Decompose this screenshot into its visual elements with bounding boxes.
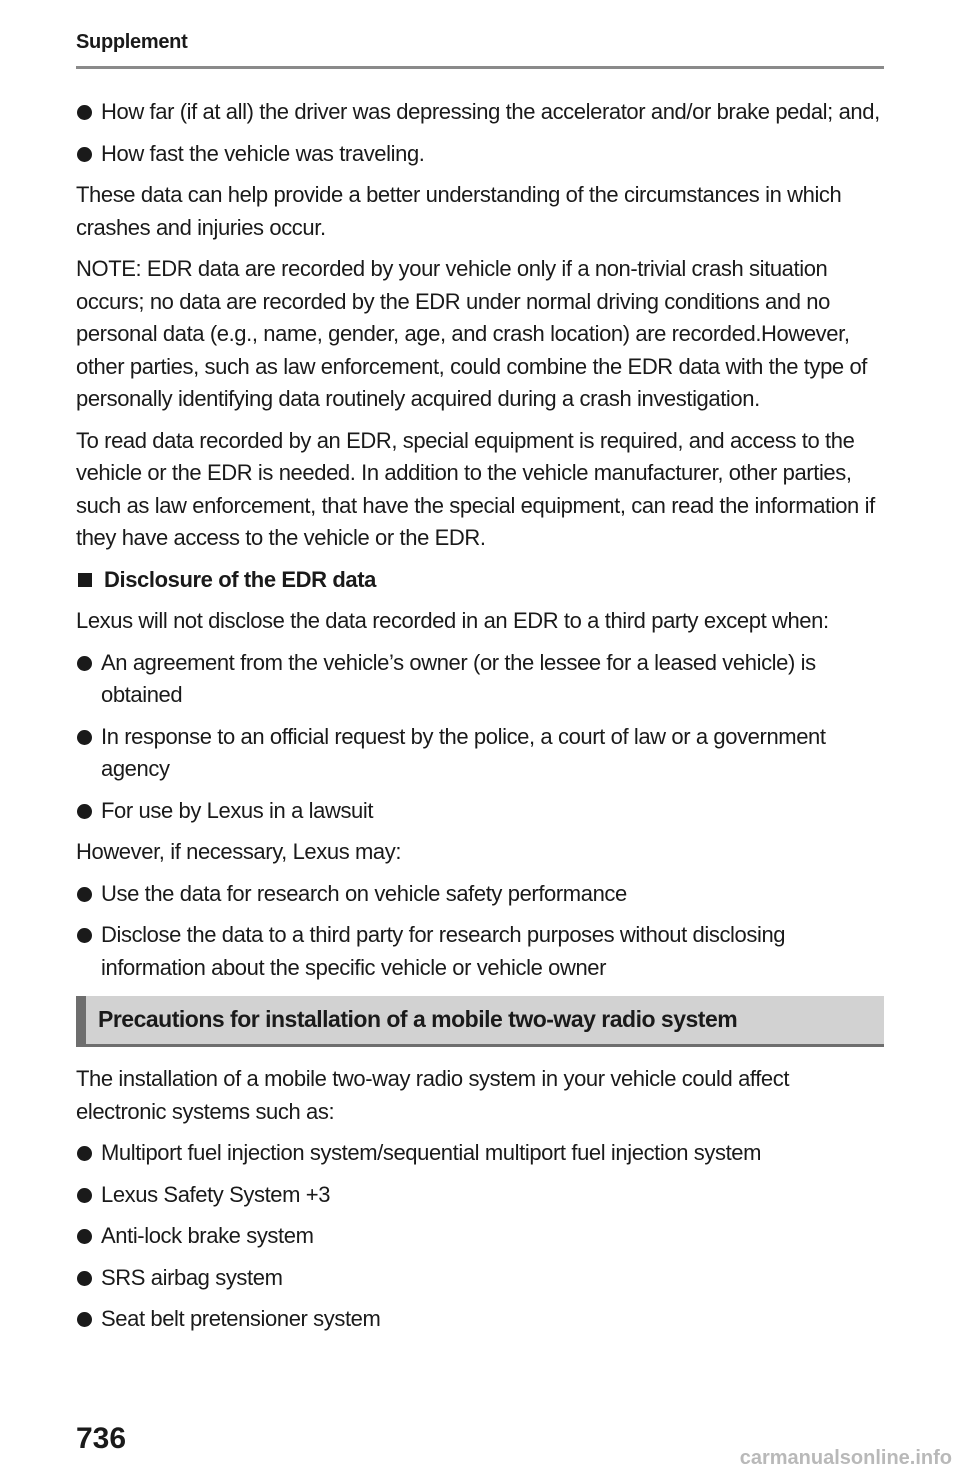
bullet-icon xyxy=(77,887,92,902)
bullet-icon xyxy=(77,1188,92,1203)
subheading-text: Disclosure of the EDR data xyxy=(104,566,376,592)
paragraph: NOTE: EDR data are recorded by your vehicle only if a non-trivial crash situation occurs; no data are recorded by the EDR under normal driving conditions and no personal data (e.g., name, gender, age, and crash location) are recorded.However, other parties, such as law enforcement, could combine the EDR data with the type of personally identifying data routinely acquired during a crash investigation. xyxy=(76,256,868,411)
paragraph: However, if necessary, Lexus may: xyxy=(76,839,402,864)
header-title: Supplement xyxy=(76,31,188,53)
list-item xyxy=(76,1303,884,1336)
list-item-text: Multiport fuel injection system/sequential multiport fuel injection system xyxy=(101,1140,762,1165)
list-item-text: How fast the vehicle was traveling. xyxy=(101,140,425,166)
bullet-icon xyxy=(77,804,92,819)
list-item-text: SRS airbag system xyxy=(101,1264,283,1290)
list-item xyxy=(76,919,884,984)
list-item-text: Seat belt pretensioner system xyxy=(101,1306,381,1331)
paragraph: Lexus will not disclose the data recorded in an EDR to a third party except when: xyxy=(76,608,829,633)
subheading xyxy=(76,564,884,597)
list-item-text: Lexus Safety System +3 xyxy=(101,1181,331,1207)
page-header xyxy=(76,30,884,69)
page-number: 736 xyxy=(76,1422,127,1455)
list-item-text: How far (if at all) the driver was depressing the accelerator and/or brake pedal; and, xyxy=(101,99,880,124)
list-item-text: Use the data for research on vehicle safety performance xyxy=(101,880,627,906)
bullet-icon xyxy=(77,928,92,943)
bullet-icon xyxy=(77,1229,92,1244)
bullet-icon xyxy=(77,1312,92,1327)
list-item xyxy=(76,1137,884,1170)
list-item xyxy=(76,1262,884,1295)
list-item xyxy=(76,1220,884,1253)
list-item xyxy=(76,878,884,911)
list-item xyxy=(76,96,884,129)
paragraph: The installation of a mobile two-way radio system in your vehicle could affect electronic systems such as: xyxy=(76,1066,790,1124)
bullet-icon xyxy=(77,730,92,745)
square-bullet-icon xyxy=(78,573,92,587)
list-item xyxy=(76,795,884,828)
list-item-text: For use by Lexus in a lawsuit xyxy=(101,797,374,823)
section-heading-text: Precautions for installation of a mobile two-way radio system xyxy=(98,1006,738,1032)
paragraph: These data can help provide a better understanding of the circumstances in which crashes and injuries occur. xyxy=(76,182,842,240)
bullet-icon xyxy=(77,1146,92,1161)
bullet-icon xyxy=(77,147,92,162)
paragraph: To read data recorded by an EDR, special equipment is required, and access to the vehicle or the EDR is needed. In addition to the vehicle manufacturer, other parties, such as law enforcement, that have the special equipment, can read the information if they have access to the vehicle or the EDR. xyxy=(76,427,875,550)
list-item-text: Disclose the data to a third party for research purposes without disclosing information about the specific vehicle or vehicle owner xyxy=(101,922,786,980)
bullet-icon xyxy=(77,656,92,671)
page-content xyxy=(76,96,884,1345)
list-item-text: In response to an official request by the police, a court of law or a government agency xyxy=(101,723,826,781)
bullet-icon xyxy=(77,1271,92,1286)
list-item xyxy=(76,647,884,712)
list-item-text: Anti-lock brake system xyxy=(101,1223,314,1248)
list-item xyxy=(76,138,884,171)
section-heading xyxy=(76,996,884,1047)
list-item-text: An agreement from the vehicle’s owner (or the lessee for a leased vehicle) is obtained xyxy=(101,649,816,707)
list-item xyxy=(76,1179,884,1212)
list-item xyxy=(76,721,884,786)
bullet-icon xyxy=(77,105,92,120)
watermark: carmanualsonline.info xyxy=(739,1447,952,1469)
